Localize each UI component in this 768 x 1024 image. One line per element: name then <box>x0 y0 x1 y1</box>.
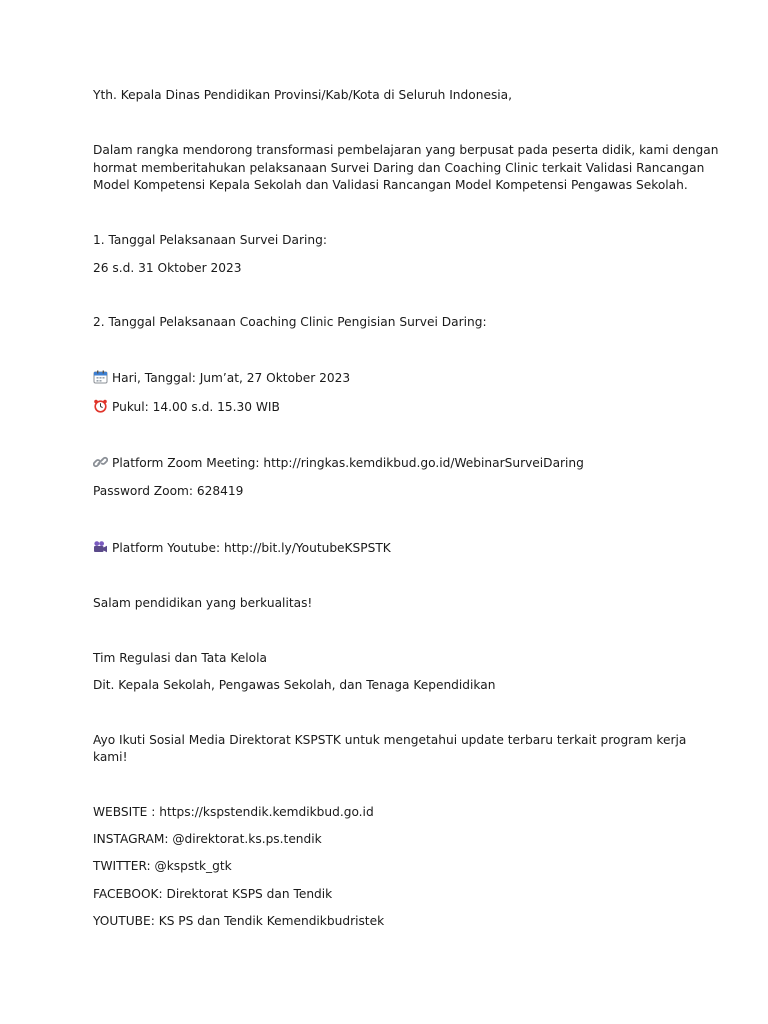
social-intro-line-2: kami! <box>93 750 128 764</box>
schedule-day: Hari, Tanggal: Jum’at, 27 Oktober 2023 <box>112 371 351 385</box>
schedule-time: Pukul: 14.00 s.d. 15.30 WIB <box>112 400 280 414</box>
alarm-clock-icon <box>93 399 108 413</box>
zoom-platform-row <box>93 455 693 472</box>
closing: Salam pendidikan yang berkualitas! <box>93 596 313 610</box>
item1-date: 26 s.d. 31 Oktober 2023 <box>93 261 242 275</box>
schedule-day-row <box>93 370 693 387</box>
item2-title: 2. Tanggal Pelaksanaan Coaching Clinic Pengisian Survei Daring: <box>93 315 487 329</box>
intro-line-3: Model Kompetensi Kepala Sekolah dan Validasi Rancangan Model Kompetensi Pengawas Sekolah. <box>93 178 688 192</box>
signature-team: Tim Regulasi dan Tata Kelola <box>93 651 267 665</box>
youtube-platform-row <box>93 540 693 557</box>
zoom-link[interactable]: Platform Zoom Meeting: http://ringkas.kemdikbud.go.id/WebinarSurveiDaring <box>112 456 584 470</box>
social-twitter: TWITTER: @kspstk_gtk <box>93 859 232 873</box>
signature-directorate: Dit. Kepala Sekolah, Pengawas Sekolah, dan Tenaga Kependidikan <box>93 678 496 692</box>
social-intro-line-1: Ayo Ikuti Sosial Media Direktorat KSPSTK untuk mengetahui update terbaru terkait program kerja <box>93 733 687 747</box>
intro-line-2: hormat memberitahukan pelaksanaan Survei Daring dan Coaching Clinic terkait Validasi Rancangan <box>93 161 705 175</box>
social-facebook: FACEBOOK: Direktorat KSPS dan Tendik <box>93 887 333 901</box>
item1-title: 1. Tanggal Pelaksanaan Survei Daring: <box>93 233 327 247</box>
link-icon <box>93 455 108 469</box>
social-youtube: YOUTUBE: KS PS dan Tendik Kemendikbudristek <box>93 914 385 928</box>
greeting: Yth. Kepala Dinas Pendidikan Provinsi/Kab/Kota di Seluruh Indonesia, <box>93 88 513 102</box>
calendar-icon <box>93 370 108 384</box>
zoom-password: Password Zoom: 628419 <box>93 484 244 498</box>
social-instagram: INSTAGRAM: @direktorat.ks.ps.tendik <box>93 832 322 846</box>
youtube-link[interactable]: Platform Youtube: http://bit.ly/YoutubeKSPSTK <box>112 541 391 555</box>
movie-camera-icon <box>93 540 108 554</box>
schedule-time-row <box>93 399 693 416</box>
intro-line-1: Dalam rangka mendorong transformasi pembelajaran yang berpusat pada peserta didik, kami dengan <box>93 143 719 157</box>
social-website[interactable]: WEBSITE : https://kspstendik.kemdikbud.go.id <box>93 805 374 819</box>
